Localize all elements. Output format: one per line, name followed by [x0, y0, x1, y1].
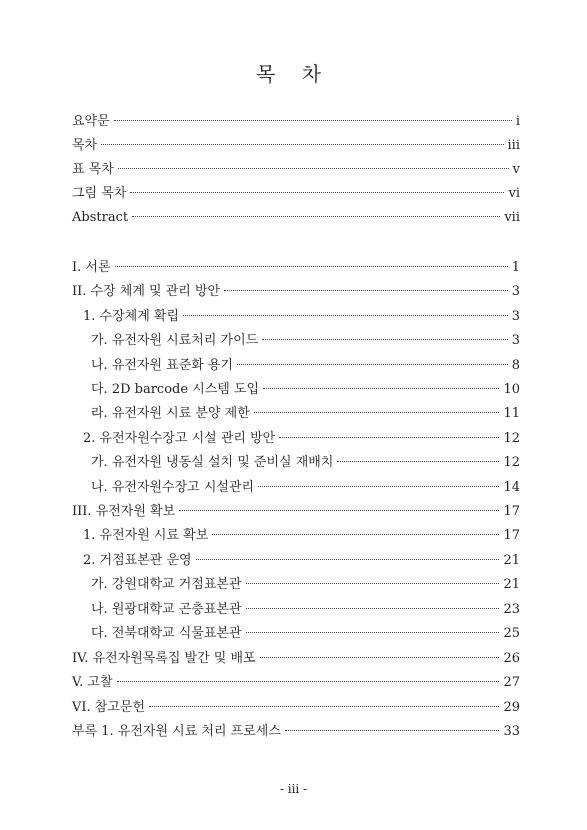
toc-entry-label: 가. 강원대학교 거점표본관 — [91, 577, 242, 592]
dot-leader — [246, 632, 500, 633]
toc-entry-page: 23 — [503, 602, 520, 617]
toc-entry[interactable] — [72, 674, 520, 692]
dot-leader — [101, 144, 503, 145]
dot-leader — [179, 510, 499, 511]
toc-entry[interactable] — [83, 527, 520, 545]
toc-entry-label: II. 수장 체계 및 관리 방안 — [72, 284, 221, 299]
toc-entry-label: 나. 유전자원 표준화 용기 — [91, 358, 234, 373]
toc-entry-label: 나. 유전자원수장고 시설관리 — [91, 480, 255, 495]
dot-leader — [260, 657, 500, 658]
toc-entry[interactable] — [72, 185, 520, 203]
toc-entry-page: 21 — [503, 577, 520, 592]
toc-entry-label: III. 유전자원 확보 — [72, 504, 176, 519]
toc-entry-label: 2. 유전자원수장고 시설 관리 방안 — [83, 431, 276, 446]
dot-leader — [237, 364, 508, 365]
toc-entry-page: i — [515, 114, 520, 129]
toc-entry[interactable] — [72, 137, 520, 155]
toc-entry-label: V. 고찰 — [72, 675, 113, 690]
dot-leader — [246, 608, 500, 609]
toc-entry-label: 1. 유전자원 시료 확보 — [83, 528, 209, 543]
toc-entry-page: vii — [504, 210, 520, 225]
toc-entry-page: 11 — [503, 406, 520, 421]
page-title: 목 차 — [256, 62, 331, 86]
toc-entry-page: 27 — [503, 675, 520, 690]
dot-leader — [263, 388, 499, 389]
dot-leader — [279, 437, 499, 438]
page-number-footer: - iii - — [279, 782, 308, 796]
toc-entry[interactable] — [72, 113, 520, 131]
toc-entry-label: IV. 유전자원목록집 발간 및 배포 — [72, 651, 256, 666]
dot-leader — [212, 534, 499, 535]
dot-leader — [149, 706, 499, 707]
toc-entry[interactable] — [72, 259, 520, 277]
toc-entry-page: 10 — [503, 382, 520, 397]
toc-entry-page: 17 — [503, 504, 520, 519]
toc-entry[interactable] — [72, 209, 520, 227]
toc-entry[interactable] — [83, 308, 520, 326]
toc-entry-page: v — [512, 162, 520, 177]
toc-entry-label: 가. 유전자원 냉동실 설치 및 준비실 재배치 — [91, 455, 334, 470]
toc-entry-page: 3 — [511, 309, 520, 324]
toc-entry-label: 그림 목차 — [72, 186, 127, 201]
toc-entry[interactable] — [72, 650, 520, 668]
toc-entry-page: 12 — [503, 431, 520, 446]
toc-entry-page: 29 — [503, 700, 520, 715]
toc-entry-page: 14 — [503, 480, 520, 495]
toc-entry-page: 8 — [511, 358, 520, 373]
toc-entry-page: iii — [507, 138, 520, 153]
toc-entry-label: VI. 참고문헌 — [72, 700, 146, 715]
toc-entry[interactable] — [91, 601, 520, 619]
toc-entry[interactable] — [91, 576, 520, 594]
toc-entry[interactable] — [72, 283, 520, 301]
toc-entry[interactable] — [91, 454, 520, 472]
toc-entry[interactable] — [72, 723, 520, 741]
toc-entry[interactable] — [83, 430, 520, 448]
toc-entry-label: 2. 거점표본관 운영 — [83, 553, 192, 568]
dot-leader — [132, 216, 500, 217]
toc-entry-label: 다. 2D barcode 시스템 도입 — [91, 382, 260, 397]
toc-entry[interactable] — [91, 381, 520, 399]
toc-entry-label: Abstract — [72, 210, 129, 225]
toc-entry[interactable] — [72, 161, 520, 179]
toc-entry-label: 라. 유전자원 시료 분양 제한 — [91, 406, 250, 421]
dot-leader — [285, 730, 500, 731]
toc-entry-label: 1. 수장체계 확립 — [83, 309, 180, 324]
dot-leader — [337, 461, 499, 462]
toc-entry-label: 목차 — [72, 138, 98, 153]
toc-entry-page: 17 — [503, 528, 520, 543]
toc-entry-label: 다. 전북대학교 식물표본관 — [91, 626, 242, 641]
toc-entry[interactable] — [72, 699, 520, 717]
dot-leader — [130, 192, 504, 193]
toc-entry-label: 가. 유전자원 시료처리 가이드 — [91, 333, 259, 348]
dot-leader — [196, 559, 500, 560]
toc-entry-label: 표 목차 — [72, 162, 114, 177]
dot-leader — [258, 486, 499, 487]
toc-entry-page: 33 — [503, 724, 520, 739]
toc-entry-page: 3 — [511, 284, 520, 299]
toc-entry[interactable] — [83, 552, 520, 570]
dot-leader — [118, 168, 509, 169]
toc-entry[interactable] — [91, 332, 520, 350]
toc-entry-page: vi — [508, 186, 520, 201]
toc-entry-page: 26 — [503, 651, 520, 666]
toc-entry-page: 25 — [503, 626, 520, 641]
dot-leader — [117, 681, 500, 682]
toc-entry-label: 나. 원광대학교 곤충표본관 — [91, 602, 242, 617]
toc-entry[interactable] — [91, 625, 520, 643]
toc-entry-page: 21 — [503, 553, 520, 568]
toc-entry[interactable] — [91, 357, 520, 375]
dot-leader — [114, 120, 512, 121]
dot-leader — [183, 315, 508, 316]
toc-entry-page: 12 — [503, 455, 520, 470]
toc-entry-label: 부록 1. 유전자원 시료 처리 프로세스 — [72, 724, 281, 739]
dot-leader — [262, 339, 507, 340]
dot-leader — [115, 266, 508, 267]
toc-entry-page: 3 — [511, 333, 520, 348]
dot-leader — [254, 412, 500, 413]
toc-entry[interactable] — [72, 503, 520, 521]
toc-entry-label: 요약문 — [72, 114, 110, 129]
toc-entry[interactable] — [91, 405, 520, 423]
dot-leader — [224, 290, 508, 291]
dot-leader — [246, 583, 500, 584]
toc-entry-label: I. 서론 — [72, 260, 111, 275]
toc-entry[interactable] — [91, 479, 520, 497]
toc-entry-page: 1 — [511, 260, 520, 275]
